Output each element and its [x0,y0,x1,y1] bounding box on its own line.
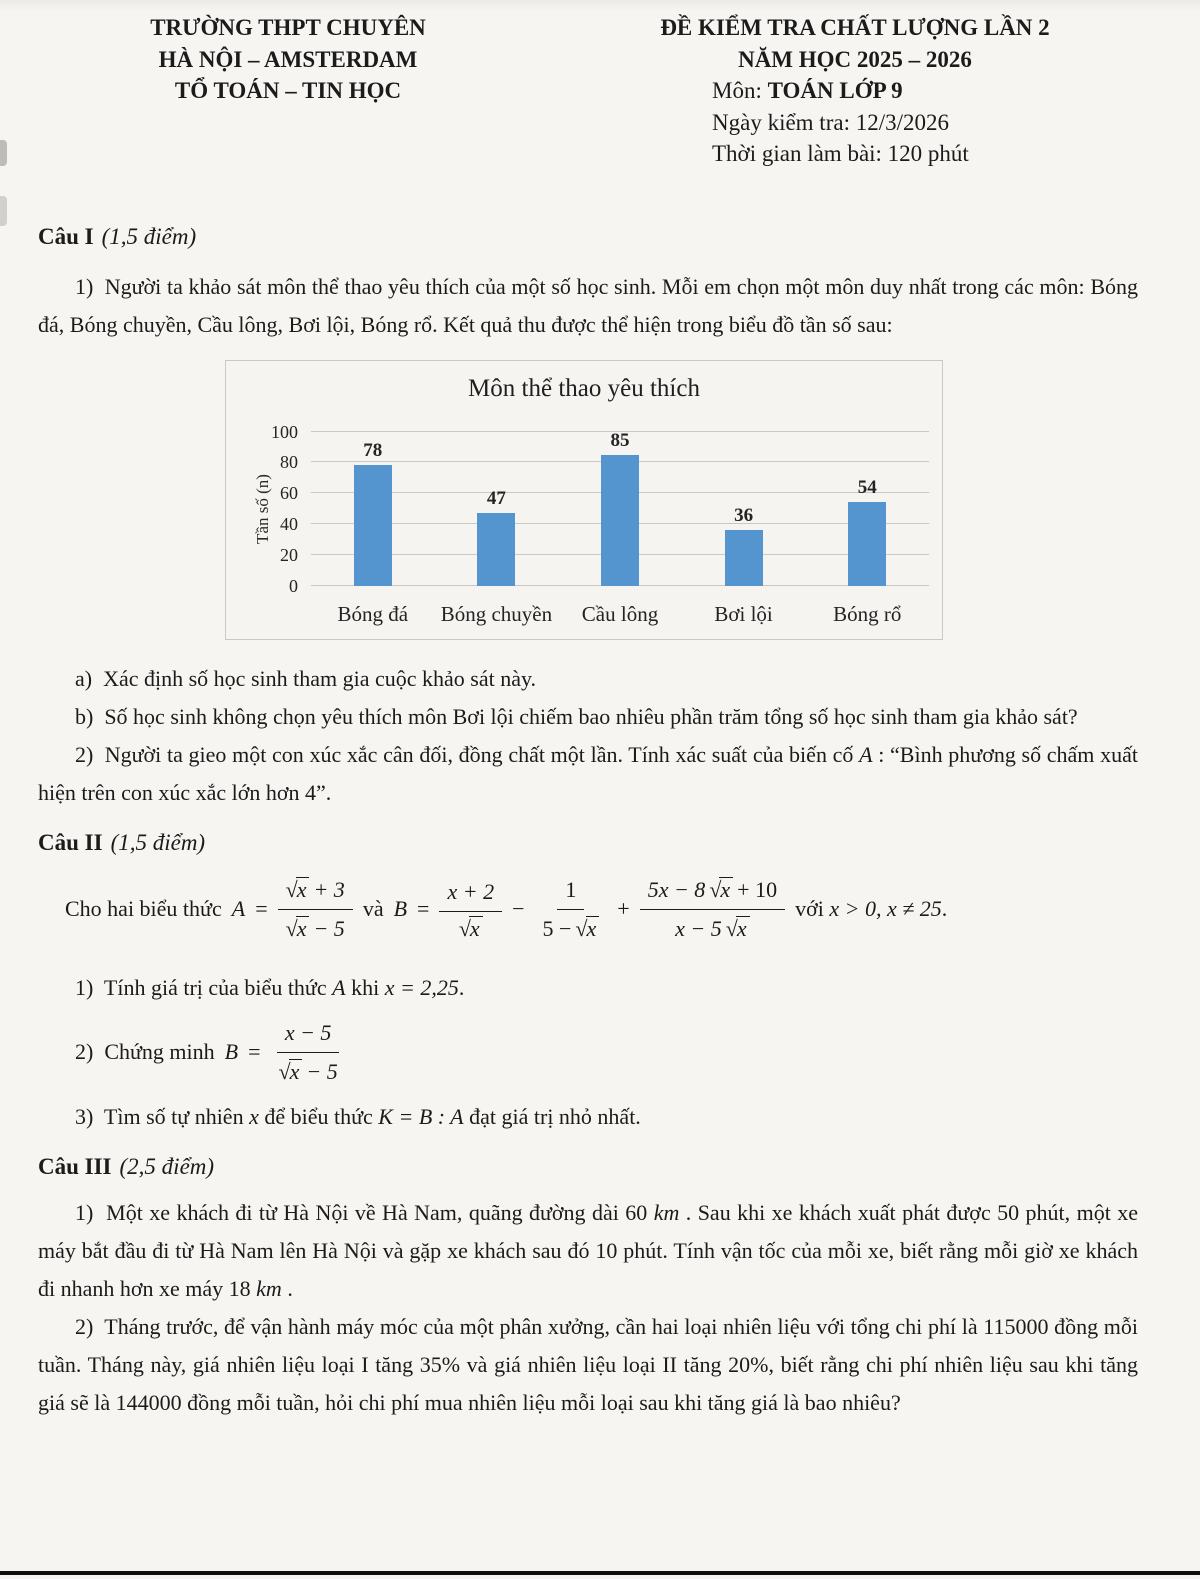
cau1-qa: a) Xác định số học sinh tham gia cuộc khảo sát này. [75,665,537,691]
equals: = [248,1039,261,1064]
cau1-q1-intro: 1) Người ta khảo sát môn thể thao yêu thích của một số học sinh. Mỗi em chọn một môn duy nhất trong các môn: Bóng đá, Bóng chuyền, Cầu lông, Bơi lội, Bóng rổ. Kết quả thu được thể hiện trong biểu đồ tần số sau: [38,273,1138,337]
minus-op: − [512,896,525,921]
subject-line [712,75,1138,107]
cau1-qb: b) Số học sinh không chọn yêu thích môn Bơi lội chiếm bao nhiêu phần trăm tổng số học sinh tham gia khảo sát? [75,703,1078,729]
section-3-heading [38,1148,1138,1186]
bar-1 [354,465,392,585]
cau2-item3: 3) Tìm số tự nhiên x để biểu thức K = B : A đạt giá trị nhỏ nhất. [75,1103,641,1129]
bar-4 [725,530,763,585]
y-axis [266,421,302,596]
cau3-q1: 1) Một xe khách đi từ Hà Nội về Hà Nam, quãng đường dài 60 km . Sau khi xe khách xuất phát được 50 phút, một xe máy bắt đầu đi từ Hà Nam lên Hà Nội và gặp xe khách sau đó 10 phút. Tính vận tốc của mỗi xe, biết rằng mỗi giờ xe khách đi nhanh hơn xe máy 18 km . [38,1199,1138,1301]
bar-value-label: 36 [734,505,754,527]
equals: = [417,896,430,921]
exam-meta [572,75,1138,170]
var-B: B [393,896,408,921]
cau1-q2 [38,736,1138,812]
school-year: NĂM HỌC 2025 – 2026 [738,46,972,72]
section-1-title: Câu I [38,223,94,249]
y-tick-label: 100 [271,421,298,442]
x-tick-label: Bơi lội [714,601,773,626]
bar-value-label: 54 [857,477,877,499]
exam-duration: Thời gian làm bài: 120 phút [712,141,969,166]
exam-title: ĐỀ KIỂM TRA CHẤT LƯỢNG LẦN 2 [660,15,1050,40]
bar-value-label: 78 [363,440,383,462]
plus-op: + [617,896,630,921]
bar-value-label: 85 [610,429,630,451]
cau1-q2-text2: : “Bình phương số chấm xuất hiện trên con xúc xắc lớn hơn 4”. [38,741,1138,805]
y-tick-label: 60 [280,483,298,504]
sqrt-icon: √ [458,916,471,942]
frequency-bar-chart [225,360,943,640]
bar-5 [848,502,886,585]
bar-2 [477,513,515,585]
scan-artifact [0,196,7,226]
y-tick-label: 0 [289,575,298,596]
subject-label: Môn: [712,78,768,103]
section-1-heading [38,218,1138,256]
exam-header [38,12,1138,170]
cau2-lead: Cho hai biểu thức [65,896,222,921]
x-tick-label: Bóng rổ [833,601,902,626]
cau1-q2-var: A [859,741,873,767]
x-tick-label: Cầu lông [581,601,659,626]
x-tick-label: Bóng đá [337,601,409,626]
section-1-points: (1,5 điểm) [101,223,197,249]
cau2-item1: 1) Tính giá trị của biểu thức A khi x = 2,25. [75,974,465,1000]
exam-date: Ngày kiểm tra: 12/3/2026 [712,109,949,135]
fraction-item2: x − 5 √ x − 5 [271,1017,346,1088]
fraction-B3: 5x − 8 √ x + 10 x − 5 √ x [640,874,785,945]
section-2-title: Câu II [38,829,103,855]
sqrt-icon: √ [285,876,298,902]
school-line-2: HÀ NỘI – AMSTERDAM [158,46,418,72]
fraction-A: √ x + 3 √ x − 5 [278,874,353,945]
y-tick-label: 40 [280,513,298,534]
var-B: B [224,1039,239,1064]
subject-value: TOÁN LỚP 9 [767,78,903,103]
school-line-1: TRƯỜNG THPT CHUYÊN [150,15,426,40]
chart-plot [311,429,929,586]
cau1-q2-text: 2) Người ta gieo một con xúc xắc cân đối, đồng chất một lần. Tính xác suất của biến cố [75,741,860,767]
section-3-title: Câu III [38,1153,112,1179]
and-word: và [362,896,384,921]
bar-3 [601,455,639,586]
exam-info-block [572,12,1138,170]
equals: = [255,896,268,921]
school-block [38,12,538,170]
fraction-B1: x + 2 √ x [439,876,502,941]
cau3-q2: 2) Tháng trước, để vận hành máy móc của một phân xưởng, cần hai loại nhiên liệu với tổng chi phí là 115000 đồng mỗi tuần. Tháng này, giá nhiên liệu loại I tăng 35% và giá nhiên liệu loại II tăng 20%, biết rằng chi phí nhiên liệu sau khi tăng giá sẽ là 144000 đồng mỗi tuần, hỏi chi phí mua nhiên liệu mỗi loại sau khi tăng giá là bao nhiêu? [38,1313,1138,1415]
school-line-3: TỔ TOÁN – TIN HỌC [174,78,402,103]
cau2-expressions [65,874,1138,945]
section-3-points: (2,5 điểm) [119,1153,215,1179]
sqrt-icon: √ [285,915,298,941]
x-tick-label: Bóng chuyền [440,601,553,626]
chart-title: Môn thể thao yêu thích [468,374,700,402]
x-axis [311,601,929,627]
section-2-points: (1,5 điểm) [110,829,206,855]
scan-artifact [0,140,7,166]
y-axis-title: Tần số (n) [253,473,272,544]
bar-value-label: 47 [486,488,506,510]
cau2-condition: với x > 0, x ≠ 25. [795,896,948,921]
page-bottom-rule [0,1571,1200,1575]
fraction-B2: 1 5 − √ x [535,874,608,945]
sqrt-icon: √ [709,876,722,902]
y-tick-label: 80 [280,452,298,473]
section-2-heading [38,824,1138,862]
sqrt-icon: √ [278,1058,291,1084]
y-tick-label: 20 [280,544,298,565]
cau2-item2: 2) Chứng minh B = x − 5 √ x − 5 [75,1017,1138,1088]
sqrt-icon: √ [575,915,588,941]
sqrt-icon: √ [725,915,738,941]
var-A: A [231,896,246,921]
